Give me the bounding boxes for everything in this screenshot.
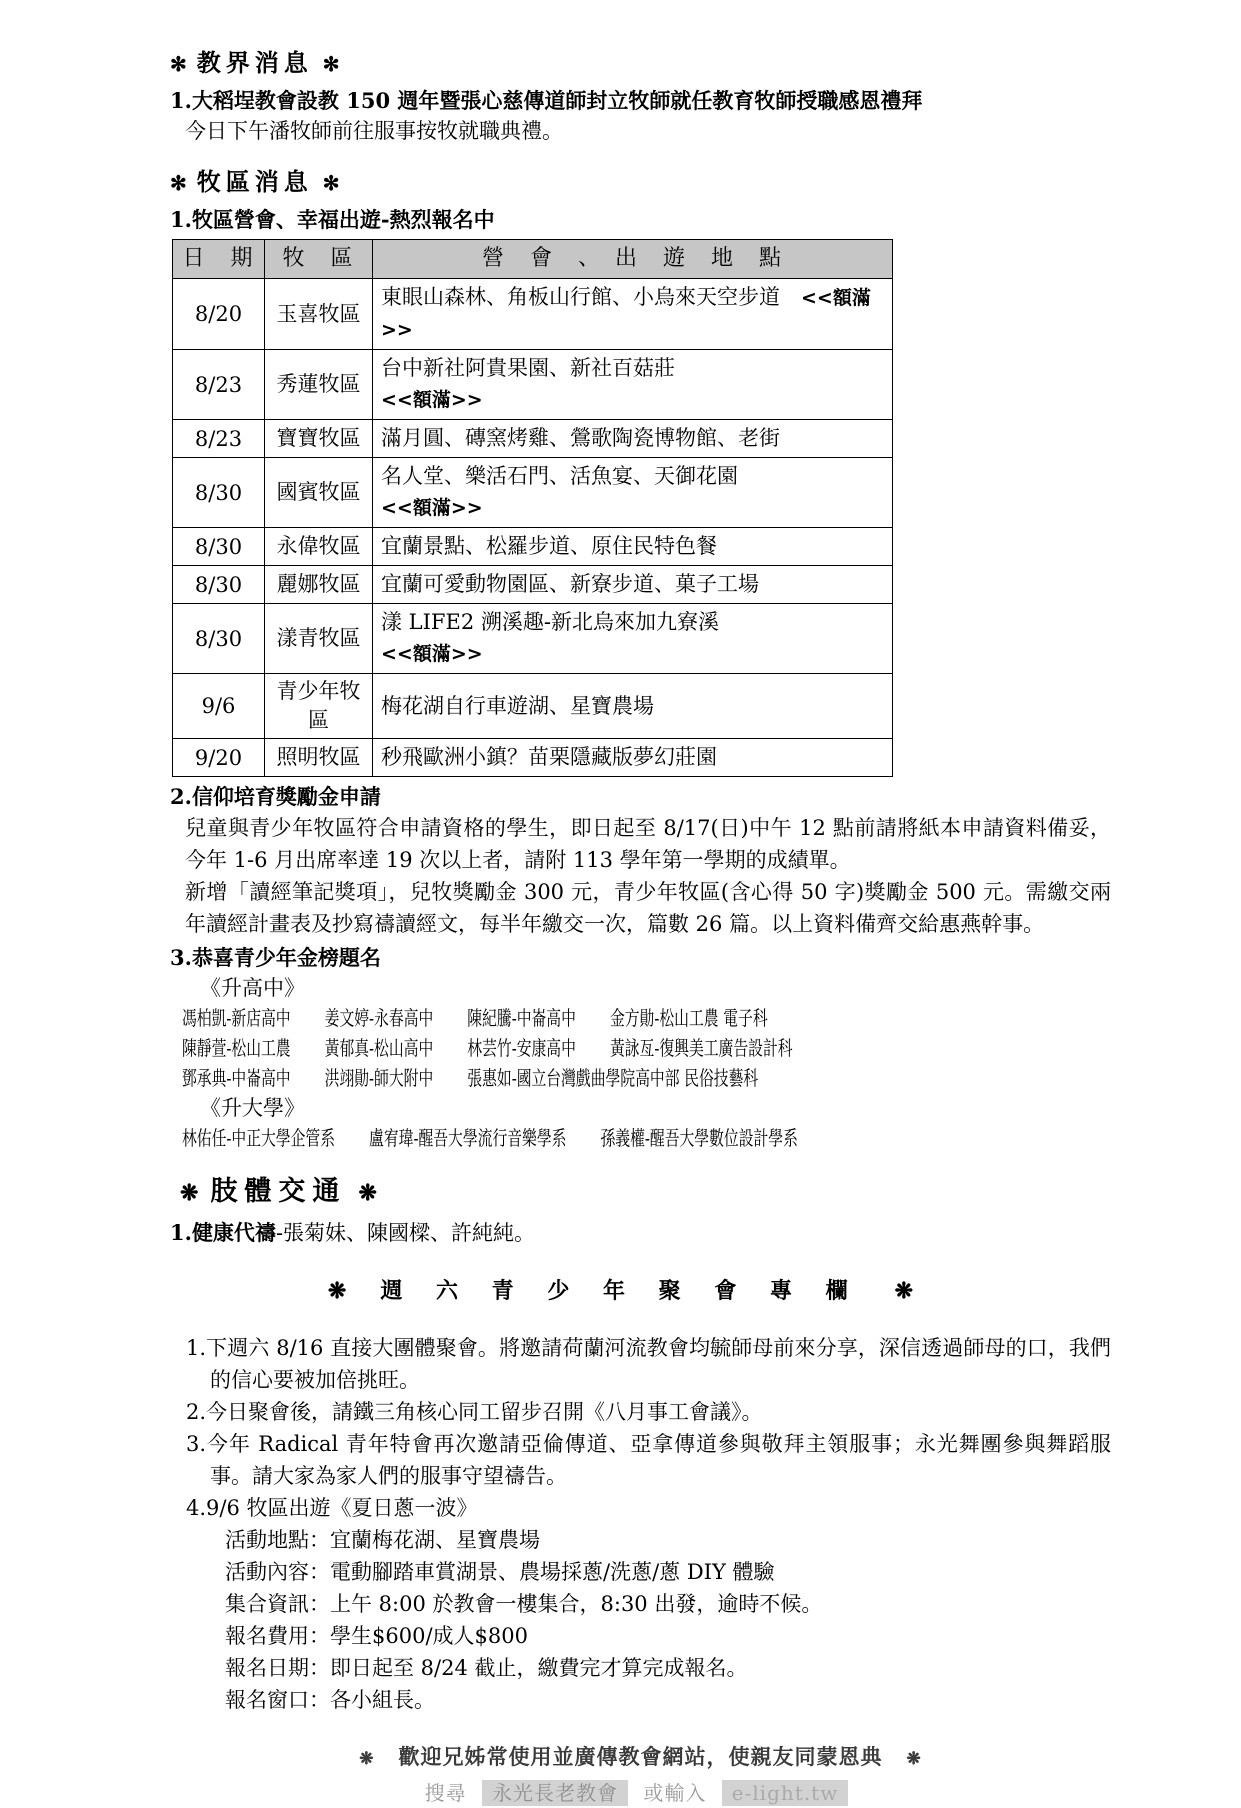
youth-column-items [170, 1332, 1111, 1524]
church-news-item [170, 85, 1111, 116]
page-footer [170, 1742, 1111, 1808]
district-news-heading [170, 165, 1111, 200]
church-news-heading-text: 教界消息 [196, 48, 313, 77]
youth-column-item [186, 1332, 1111, 1396]
camp-date-cell: 9/6 [173, 674, 265, 739]
church-news-heading [170, 46, 1111, 81]
camp-table-row [173, 528, 893, 566]
flower-icon: ❋ [327, 1278, 347, 1304]
camp-date-cell: 8/30 [173, 528, 265, 566]
district-news-heading-text: 牧區消息 [196, 167, 313, 196]
honor-roll-entry: 林佑任-中正大學企管系 [182, 1126, 336, 1150]
fellowship-heading-text: 肢體交通 [210, 1176, 347, 1207]
camp-location-text: 名人堂、樂活石門、活魚宴、天御花園 [381, 464, 738, 488]
camp-table-header-row [173, 240, 893, 279]
camp-date-cell: 8/30 [173, 604, 265, 674]
health-prayer-label: 健康代禱 [191, 1220, 276, 1245]
camp-district-cell: 永偉牧區 [265, 528, 373, 566]
scholarship-item-title: 信仰培育獎勵金申請 [191, 784, 381, 809]
camp-location-text: 東眼山森林、角板山行館、小烏來天空步道 [381, 285, 780, 309]
honor-roll-entry: 陳靜萱-松山工農 [182, 1036, 291, 1060]
or-input-label: 或輸入 [643, 1781, 707, 1805]
camp-table-row [173, 420, 893, 458]
youth-column-item-text: 下週六 8/16 直接大團體聚會。將邀請荷蘭河流教會均毓師母前來分享，深信透過師母的口，我們的信心要被加倍挑旺。 [206, 1336, 1111, 1392]
camp-district-cell: 青少年牧區 [265, 674, 373, 739]
trip-detail-line: 活動地點：宜蘭梅花湖、星寶農場 [225, 1528, 540, 1552]
honor-roll-item [170, 942, 1111, 973]
youth-column-item [186, 1428, 1111, 1492]
flower-icon: ❋ [894, 1278, 914, 1304]
honor-roll-entry: 黃郁真-松山高中 [324, 1036, 434, 1060]
honor-roll-entry: 馮柏凱-新店高中 [182, 1006, 291, 1030]
honor-roll-entry: 姜文婷-永春高中 [324, 1006, 434, 1030]
camp-district-cell: 漾青牧區 [265, 604, 373, 674]
camp-location-text: 台中新社阿貴果園、新社百菇莊 [381, 356, 675, 380]
honor-roll-entry: 張惠如-國立台灣戲曲學院高中部 民俗技藝科 [467, 1066, 759, 1090]
camp-location-cell [373, 674, 893, 739]
full-capacity-tag: <<額滿>> [381, 389, 483, 411]
flower-icon: ✻ [322, 171, 340, 195]
item-number: 3. [186, 1432, 207, 1456]
youth-column-heading [170, 1274, 1071, 1308]
camp-location-cell [373, 566, 893, 604]
flower-icon: ❋ [180, 1180, 199, 1206]
camp-location-cell [373, 420, 893, 458]
search-prefix-label: 搜尋 [424, 1781, 467, 1805]
camp-table-row [173, 674, 893, 739]
high-school-rows [170, 1003, 1111, 1093]
honor-roll-entry: 孫義權-醒吾大學數位設計學系 [600, 1126, 798, 1150]
camp-table-row [173, 350, 893, 420]
footer-welcome-text: 歡迎兄姊常使用並廣傳教會網站，使親友同蒙恩典 [398, 1744, 883, 1769]
camp-location-cell [373, 604, 893, 674]
camp-trip-table [172, 239, 893, 777]
camp-location-text: 宜蘭可愛動物園區、新寮步道、菓子工場 [381, 572, 759, 596]
camp-district-cell: 國賓牧區 [265, 458, 373, 528]
scholarship-item [170, 781, 1111, 812]
item-number: 1. [170, 207, 192, 232]
camp-table-body [173, 279, 893, 777]
district-news-item-title: 牧區營會、幸福出遊-熱烈報名中 [191, 207, 495, 232]
scholarship-paragraph-2: 新增「讀經筆記獎項」，兒牧獎勵金 300 元，青少年牧區(含心得 50 字)獎勵金 500 元。需繳交兩年讀經計畫表及抄寫禱讀經文，每半年繳交一次，篇數 26 篇。以上資料備齊交給惠燕幹事。 [185, 880, 1111, 936]
item-number: 1. [186, 1336, 207, 1360]
item-number: 2. [170, 784, 192, 809]
camp-table-row [173, 566, 893, 604]
item-number: 1. [170, 1220, 192, 1245]
camp-location-cell [373, 350, 893, 420]
camp-location-cell [373, 739, 893, 777]
camp-table-column-header: 牧 區 [265, 240, 373, 279]
camp-location-text: 宜蘭景點、松羅步道、原住民特色餐 [381, 534, 717, 558]
footer-search-line [170, 1778, 1111, 1808]
camp-location-text: 梅花湖自行車遊湖、星寶農場 [381, 693, 654, 718]
flower-icon: ❋ [359, 1749, 375, 1769]
flower-icon: ❋ [358, 1180, 377, 1206]
camp-table-row [173, 279, 893, 350]
camp-date-cell: 8/23 [173, 420, 265, 458]
university-label: 《升大學》 [200, 1096, 305, 1120]
camp-location-text: 漾 LIFE2 溯溪趣-新北烏來加九寮溪 [381, 610, 719, 634]
camp-district-cell: 麗娜牧區 [265, 566, 373, 604]
honor-roll-entry: 洪翊勛-師大附中 [324, 1066, 434, 1090]
youth-column-item [186, 1396, 1111, 1428]
item-number: 3. [170, 945, 192, 970]
camp-district-cell: 秀蓮牧區 [265, 350, 373, 420]
camp-location-cell [373, 458, 893, 528]
item-number: 1. [170, 88, 192, 113]
camp-location-text: 滿月圓、磚窯烤雞、鶯歌陶瓷博物館、老街 [381, 426, 780, 450]
camp-table-row [173, 604, 893, 674]
youth-column-item-text: 今日聚會後，請鐵三角核心同工留步召開《八月事工會議》。 [206, 1400, 763, 1424]
honor-roll-entry: 盧宥瑋-醒吾大學流行音樂學系 [369, 1126, 567, 1150]
camp-location-cell [373, 528, 893, 566]
camp-location-text: 秒飛歐洲小鎮？苗栗隱藏版夢幻莊園 [381, 745, 717, 769]
camp-table-row [173, 739, 893, 777]
youth-column-item [186, 1492, 1111, 1524]
church-news-item-title: 大稻埕教會設教 150 週年暨張心慈傳道師封立牧師就任教育牧師授職感恩禮拜 [191, 88, 923, 113]
district-news-item [170, 204, 1111, 235]
camp-date-cell: 8/23 [173, 350, 265, 420]
honor-roll-row [182, 1003, 869, 1033]
youth-column-item-text: 9/6 牧區出遊《夏日蔥一波》 [206, 1496, 478, 1520]
camp-table-column-header: 日 期 [173, 240, 265, 279]
camp-table-column-header: 營 會 、 出 遊 地 點 [373, 240, 893, 279]
full-capacity-tag: <<額滿>> [381, 287, 871, 341]
website-url: e-light.tw [722, 1780, 849, 1806]
camp-table-row [173, 458, 893, 528]
honor-roll-item-title: 恭喜青少年金榜題名 [191, 945, 381, 970]
trip-detail-line: 活動內容：電動腳踏車賞湖景、農場採蔥/洗蔥/蔥 DIY 體驗 [225, 1560, 775, 1584]
flower-icon: ✻ [322, 52, 340, 76]
honor-roll-row [182, 1063, 869, 1093]
youth-column-item-text: 今年 Radical 青年特會再次邀請亞倫傳道、亞拿傳道參與敬拜主領服事；永光舞團參與舞蹈服事。請大家為家人們的服事守望禱告。 [206, 1432, 1111, 1488]
camp-district-cell: 玉喜牧區 [265, 279, 373, 350]
flower-icon: ✻ [170, 171, 187, 195]
camp-date-cell: 8/30 [173, 458, 265, 528]
honor-roll-entry: 黃詠亙-復興美工廣告設計科 [609, 1036, 793, 1060]
camp-date-cell: 8/20 [173, 279, 265, 350]
camp-location-cell [373, 279, 893, 350]
trip-detail-line: 報名費用：學生$600/成人$800 [225, 1624, 528, 1648]
scholarship-paragraph-1: 兒童與青少年牧區符合申請資格的學生，即日起至 8/17(日)中午 12 點前請將紙本申請資料備妥，今年 1-6 月出席率達 19 次以上者，請附 113 學年第一學期的成績單。 [185, 816, 1111, 872]
honor-roll-entry: 陳紀騰-中崙高中 [467, 1006, 576, 1030]
honor-roll-row [182, 1033, 869, 1063]
trip-detail-line: 集合資訊：上午 8:00 於教會一樓集合，8:30 出發，逾時不候。 [225, 1592, 823, 1616]
full-capacity-tag: <<額滿>> [381, 643, 483, 665]
honor-roll-entry: 鄧承典-中崙高中 [182, 1066, 291, 1090]
youth-column-heading-text: 週 六 青 少 年 聚 會 專 欄 [380, 1278, 861, 1304]
camp-district-cell: 寶寶牧區 [265, 420, 373, 458]
church-name-highlight: 永光長老教會 [482, 1780, 628, 1806]
church-news-item-body: 今日下午潘牧師前往服事按牧就職典禮。 [185, 119, 563, 143]
fellowship-heading [180, 1173, 1111, 1212]
trip-detail-line: 報名窗口：各小組長。 [225, 1688, 435, 1712]
item-number: 2. [186, 1400, 207, 1424]
youth-trip-details [170, 1524, 1111, 1716]
item-number: 4. [186, 1496, 207, 1520]
honor-roll-entry: 林芸竹-安康高中 [467, 1036, 576, 1060]
camp-date-cell: 9/20 [173, 739, 265, 777]
health-prayer-names: -張菊妹、陳國樑、許純純。 [275, 1221, 536, 1245]
flower-icon: ✻ [170, 52, 187, 76]
university-rows [170, 1123, 1111, 1153]
full-capacity-tag: <<額滿>> [381, 497, 483, 519]
footer-welcome-line [170, 1742, 1111, 1774]
health-prayer-item [170, 1218, 1111, 1248]
camp-date-cell: 8/30 [173, 566, 265, 604]
flower-icon: ❋ [906, 1749, 922, 1769]
camp-district-cell: 照明牧區 [265, 739, 373, 777]
honor-roll-row [182, 1123, 869, 1153]
trip-detail-line: 報名日期：即日起至 8/24 截止，繳費完才算完成報名。 [225, 1656, 748, 1680]
high-school-label: 《升高中》 [200, 976, 305, 1000]
honor-roll-entry: 金方勛-松山工農 電子科 [609, 1006, 768, 1030]
